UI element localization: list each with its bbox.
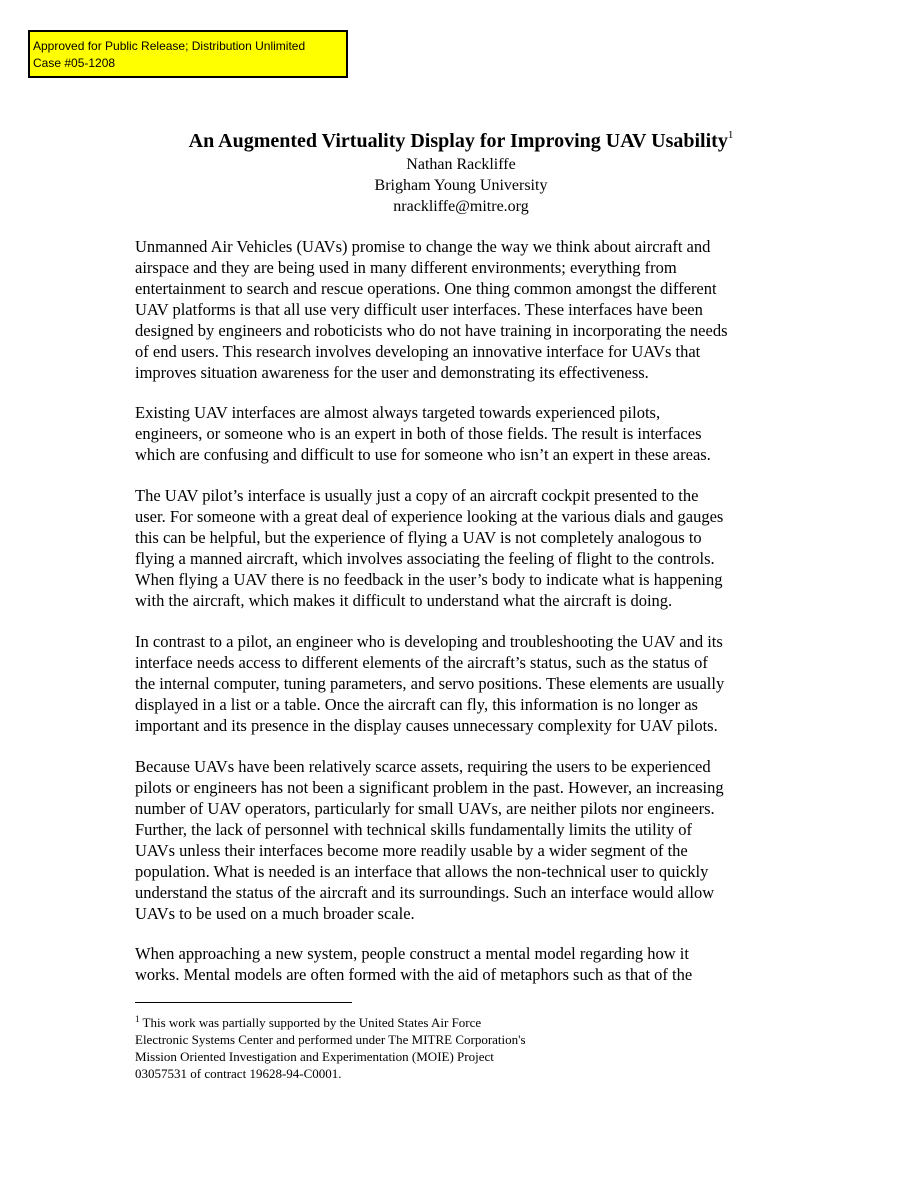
author-name: Nathan Rackliffe	[406, 156, 516, 173]
paragraph	[135, 402, 795, 465]
footnote-line: Mission Oriented Investigation and Experimentation (MOIE) Project	[135, 1049, 494, 1064]
paragraph-line: In contrast to a pilot, an engineer who is developing and troubleshooting the UAV and its	[135, 632, 723, 651]
paragraph-line: of end users. This research involves developing an innovative interface for UAVs that	[135, 342, 701, 361]
paragraph-line: Existing UAV interfaces are almost always targeted towards experienced pilots,	[135, 403, 661, 422]
paragraph-line: UAV platforms is that all use very difficult user interfaces. These interfaces have been	[135, 300, 703, 319]
paragraph-line: understand the status of the aircraft and its surroundings. Such an interface would allow	[135, 883, 715, 902]
paper-title: An Augmented Virtuality Display for Improving UAV Usability	[188, 130, 728, 152]
paragraph-line: population. What is needed is an interface that allows the non-technical user to quickly	[135, 862, 709, 881]
paragraph-line: airspace and they are being used in many different environments; everything from	[135, 258, 677, 277]
paragraph	[135, 631, 795, 736]
paragraph	[135, 943, 795, 985]
paragraph-line: this can be helpful, but the experience of flying a UAV is not completely analogous to	[135, 528, 702, 547]
paragraph-line: When flying a UAV there is no feedback in the user’s body to indicate what is happening	[135, 570, 723, 589]
release-stamp	[28, 30, 348, 78]
paragraph-line: number of UAV operators, particularly for small UAVs, are neither pilots nor engineers.	[135, 799, 715, 818]
paragraph-line: works. Mental models are often formed with the aid of metaphors such as that of the	[135, 965, 693, 984]
stamp-line-1: Approved for Public Release; Distribution Unlimited	[33, 39, 306, 53]
paragraph-line: improves situation awareness for the user and demonstrating its effectiveness.	[135, 363, 649, 382]
paragraph	[135, 756, 795, 924]
footnote	[135, 1014, 526, 1082]
footnote-line	[135, 1014, 526, 1031]
paragraph-line: designed by engineers and roboticists who do not have training in incorporating the needs	[135, 321, 728, 340]
paper-title-block	[135, 128, 787, 154]
paragraph-line: Unmanned Air Vehicles (UAVs) promise to change the way we think about aircraft and	[135, 237, 711, 256]
paragraph-line: When approaching a new system, people construct a mental model regarding how it	[135, 944, 689, 963]
paragraph-line: The UAV pilot’s interface is usually just a copy of an aircraft cockpit presented to the	[135, 486, 699, 505]
paragraph-line: which are confusing and difficult to use for someone who isn’t an expert in these areas.	[135, 445, 711, 464]
paragraph-line: Because UAVs have been relatively scarce assets, requiring the users to be experienced	[135, 757, 711, 776]
paragraph-line: pilots or engineers has not been a significant problem in the past. However, an increasing	[135, 778, 724, 797]
paragraph-line: flying a manned aircraft, which involves associating the feeling of flight to the controls.	[135, 549, 715, 568]
paragraph-line: entertainment to search and rescue operations. One thing common amongst the different	[135, 279, 717, 298]
paragraph-line: displayed in a list or a table. Once the aircraft can fly, this information is no longer as	[135, 695, 698, 714]
author-affiliation: Brigham Young University	[374, 177, 548, 194]
footnote-line: 03057531 of contract 19628-94-C0001.	[135, 1066, 342, 1081]
paragraph	[135, 236, 795, 383]
paragraph-line: engineers, or someone who is an expert in both of those fields. The result is interfaces	[135, 424, 702, 443]
paragraph-line: the internal computer, tuning parameters, and servo positions. These elements are usually	[135, 674, 725, 693]
footnote-divider	[135, 1002, 352, 1003]
footnote-line: Electronic Systems Center and performed under The MITRE Corporation's	[135, 1032, 526, 1047]
paragraph-line: Further, the lack of personnel with technical skills fundamentally limits the utility of	[135, 820, 693, 839]
footnote-text: This work was partially supported by the United States Air Force	[139, 1015, 482, 1030]
title-footnote-mark: 1	[727, 129, 734, 141]
paragraph-line: UAVs unless their interfaces become more readily usable by a wider segment of the	[135, 841, 688, 860]
author-email: nrackliffe@mitre.org	[393, 198, 529, 215]
paragraph-line: interface needs access to different elements of the aircraft’s status, such as the status of	[135, 653, 708, 672]
footnote-mark: 1	[135, 1014, 140, 1024]
paragraph-line: with the aircraft, which makes it difficult to understand what the aircraft is doing.	[135, 591, 673, 610]
paragraph-line: UAVs to be used on a much broader scale.	[135, 904, 415, 923]
stamp-line-2: Case #05-1208	[33, 56, 116, 70]
paragraph-line: user. For someone with a great deal of experience looking at the various dials and gauges	[135, 507, 724, 526]
paragraph-line: important and its presence in the display causes unnecessary complexity for UAV pilots.	[135, 716, 718, 735]
paragraph	[135, 485, 795, 611]
